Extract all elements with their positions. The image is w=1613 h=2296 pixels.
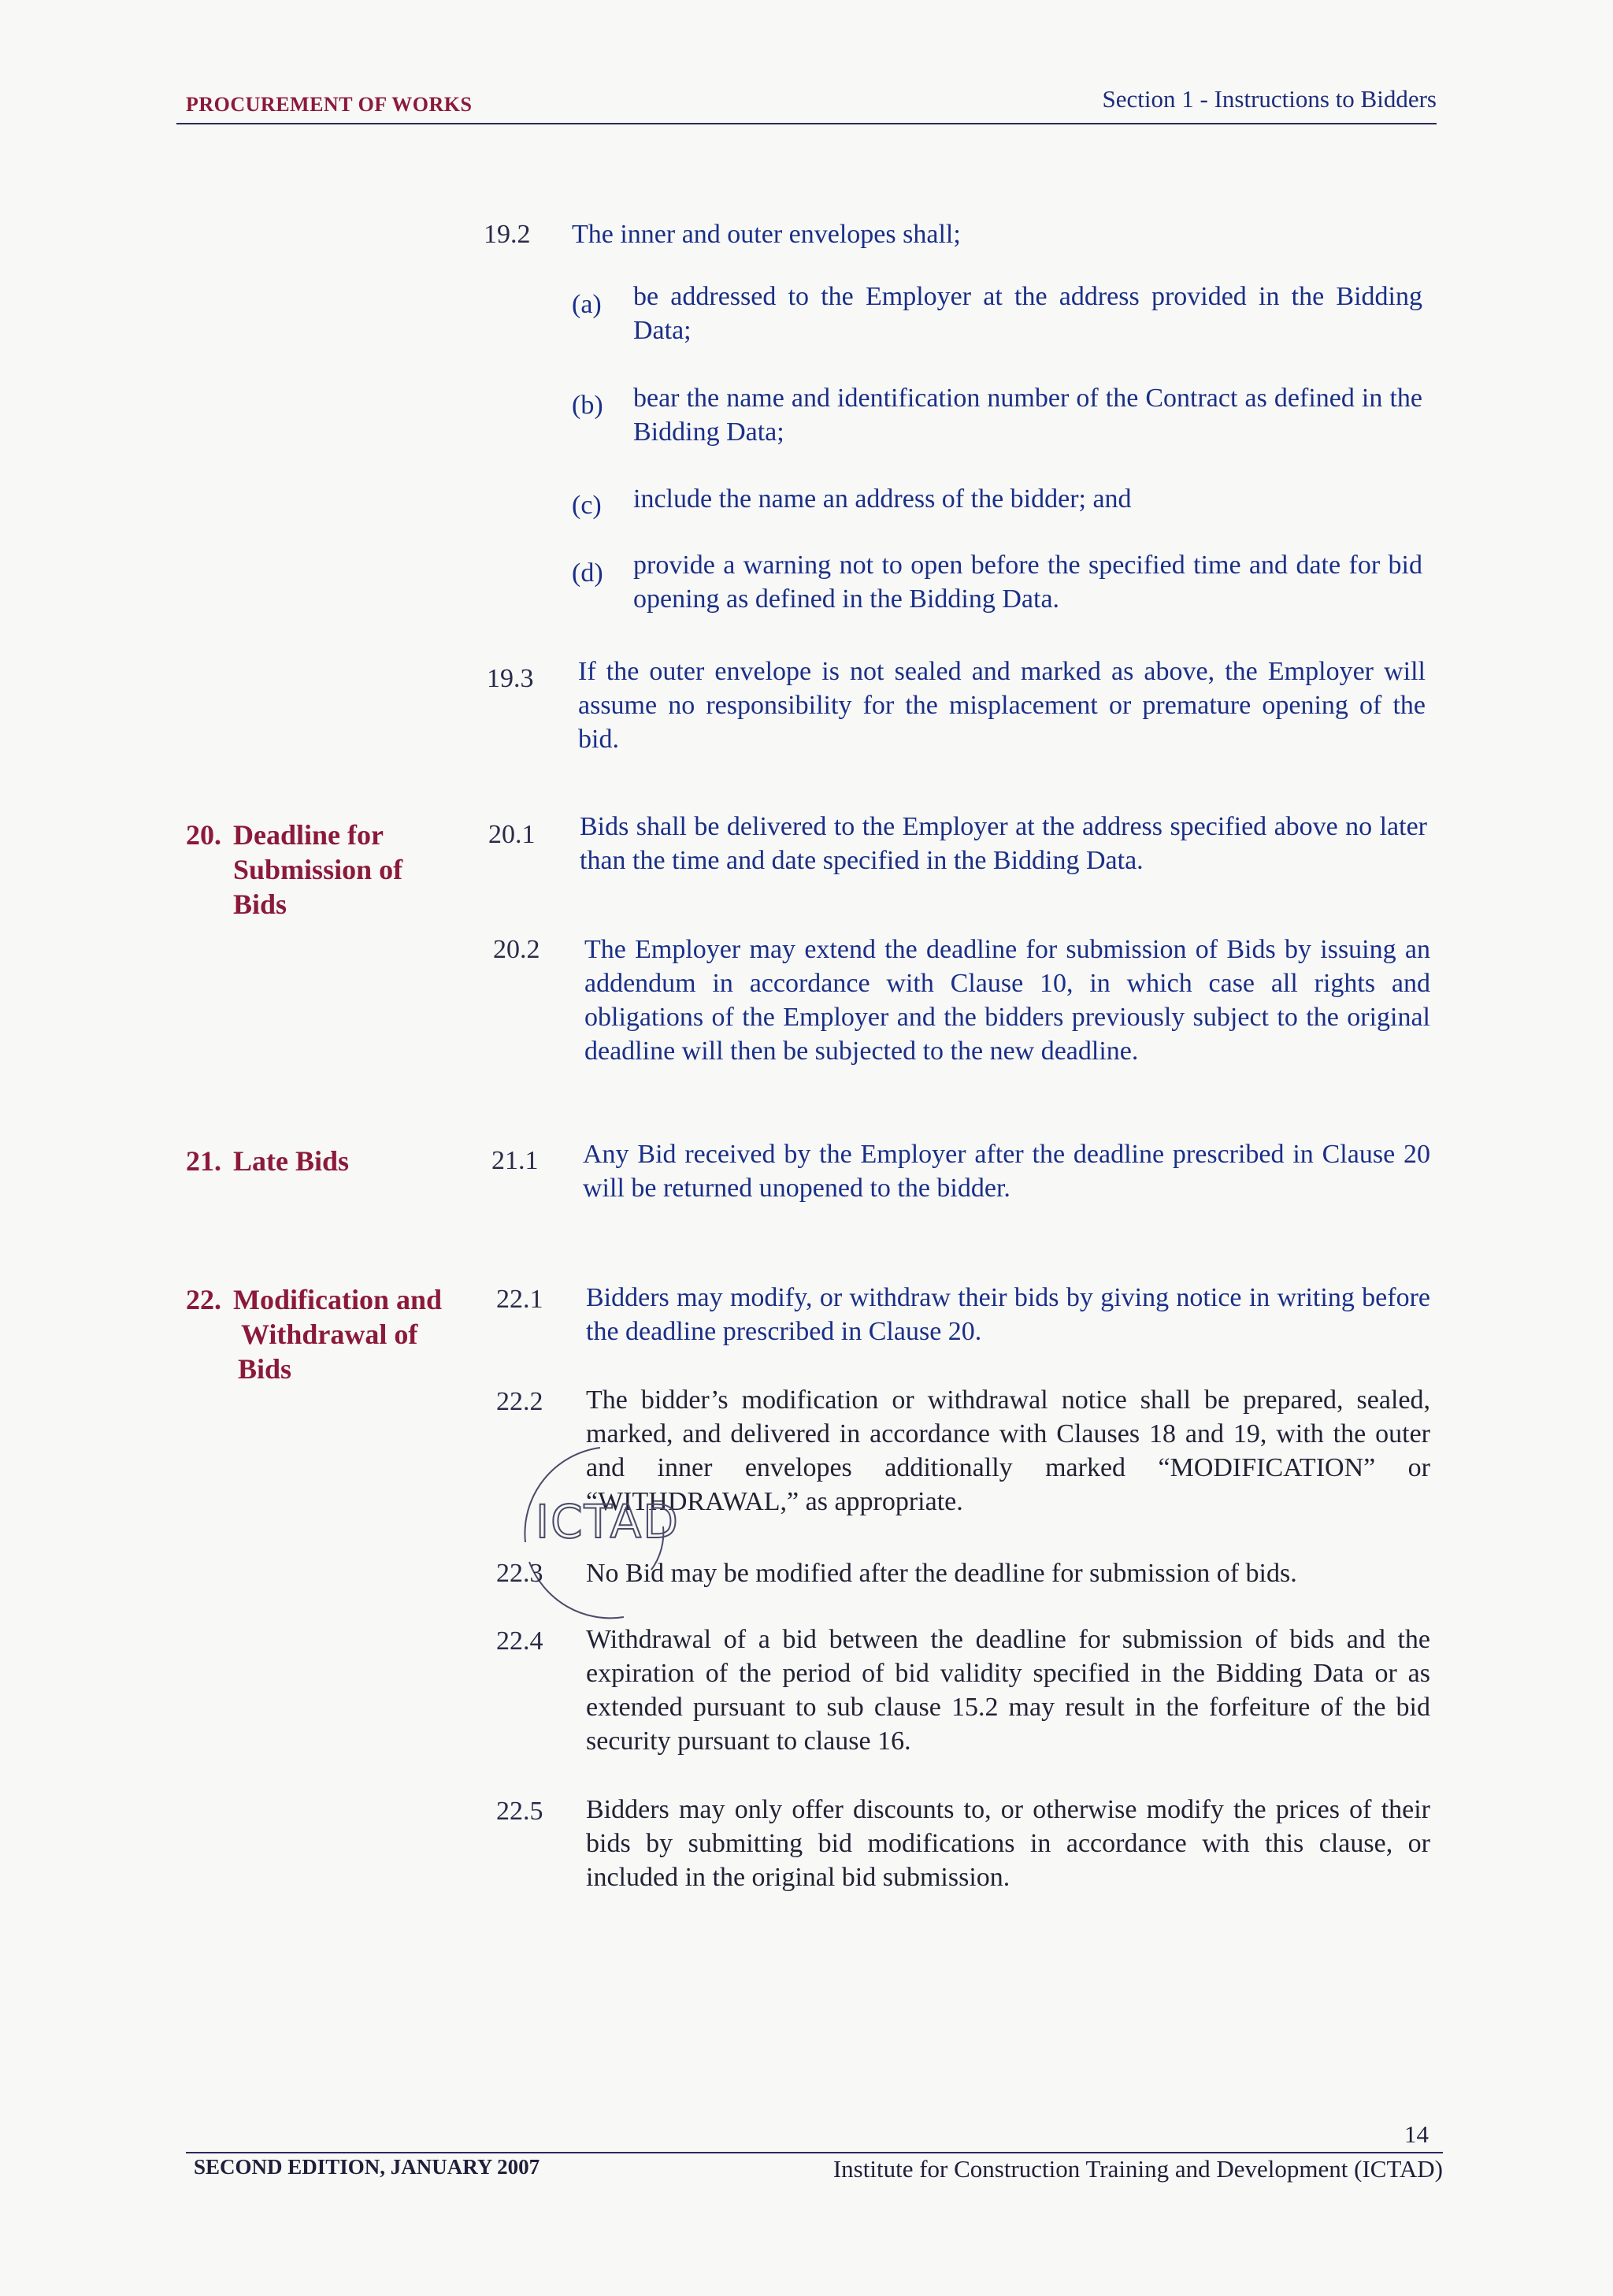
sub-item-label: (d) [572,558,603,588]
clause-text: If the outer envelope is not sealed and marked as above, the Employer will assume no responsibility for the misplacement or premature opening of the bid. [578,657,1426,754]
sub-item-label: (b) [572,391,603,420]
section-title-line: Late Bids [233,1145,350,1177]
clause-text: Bidders may only offer discounts to, or otherwise modify the prices of their bids by submitting bid modifications in accordance with this clause, or included in the original bid submission. [586,1795,1430,1892]
sub-item-text: bear the name and identification number of the Contract as defined in the Bidding Data; [633,384,1422,447]
section-number: 21. [186,1145,221,1177]
section-number: 20. [186,819,221,851]
clause-text: The inner and outer envelopes shall; [572,220,961,249]
running-header-section: Section 1 - Instructions to Bidders [1102,85,1437,113]
running-header-title: PROCUREMENT OF WORKS [186,93,473,116]
footer-divider [186,2152,1443,2153]
clause-number: 21.1 [491,1146,539,1175]
clause-text: Bidders may modify, or withdraw their bids by giving notice in writing before the deadline prescribed in Clause 20. [586,1283,1430,1346]
page-number: 14 [1404,2120,1429,2148]
clause-number: 22.4 [496,1626,543,1656]
section-title-line: Deadline for [233,819,384,851]
clause-text: No Bid may be modified after the deadline for submission of bids. [586,1559,1297,1588]
clause-number: 20.1 [488,820,536,849]
clause-number: 19.3 [487,664,534,693]
clause-number: 19.2 [484,220,531,249]
stamp-text: ICTAD [536,1495,680,1549]
publisher-label: Institute for Construction Training and Development (ICTAD) [832,2155,1443,2183]
clause-text: Bids shall be delivered to the Employer at the address specified above no later than the time and date specified in the Bidding Data. [580,812,1427,875]
section-title-line: Withdrawal of [241,1319,418,1350]
sub-item-label: (c) [572,491,602,520]
sub-item-text: provide a warning not to open before the specified time and date for bid opening as defined in the Bidding Data. [633,551,1422,614]
section-title-line: Bids [238,1353,292,1385]
clause-text: The bidder’s modification or withdrawal notice shall be prepared, sealed, marked, and delivered in accordance with Clauses 18 and 19, with the outer and inner envelopes additionally marked “MODIFICATION” or “WITHDRAWAL,” as appropriate. [586,1385,1430,1516]
clause-number: 22.3 [496,1559,543,1588]
sub-item-text: include the name an address of the bidder; and [633,484,1132,514]
edition-label: SECOND EDITION, JANUARY 2007 [194,2155,540,2179]
clause-number: 22.2 [496,1387,543,1416]
clause-text: Any Bid received by the Employer after the deadline prescribed in Clause 20 will be returned unopened to the bidder. [583,1140,1430,1203]
section-number: 22. [186,1284,221,1315]
section-title-line: Submission of [233,854,403,885]
section-title-line: Bids [233,888,287,920]
clause-number: 22.5 [496,1797,543,1826]
sub-item-label: (a) [572,290,602,319]
section-heading-deadline [186,818,477,922]
clause-number: 20.2 [493,935,540,964]
header-divider [176,123,1437,124]
section-heading-modification [186,1282,501,1386]
clause-text: The Employer may extend the deadline for submission of Bids by issuing an addendum in accordance with Clause 10, in which case all rights and obligations of the Employer and the bidders previously subject to the original deadline will then be subjected to the new deadline. [584,935,1430,1066]
sub-item-text: be addressed to the Employer at the address provided in the Bidding Data; [633,282,1422,345]
section-heading-late-bids [186,1144,477,1178]
section-title-line: Modification and [233,1284,443,1315]
clause-text: Withdrawal of a bid between the deadline for submission of bids and the expiration of the period of bid validity specified in the Bidding Data or as extended pursuant to sub clause 15.2 may result in the forfeiture of the bid security pursuant to clause 16. [586,1625,1430,1756]
clause-number: 22.1 [496,1285,543,1314]
